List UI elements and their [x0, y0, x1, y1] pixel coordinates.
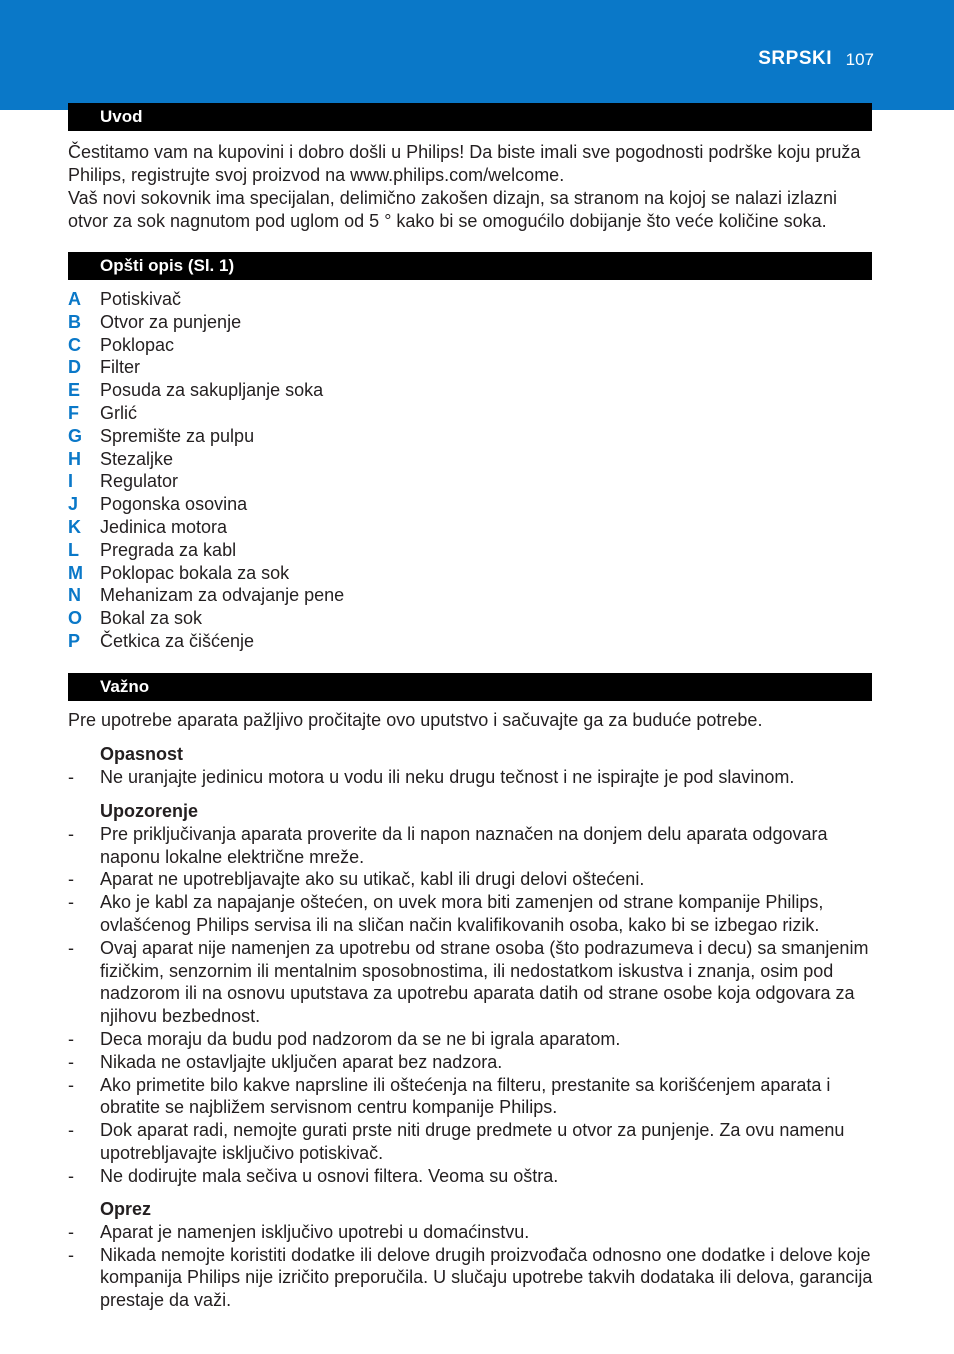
item-text: Aparat ne upotrebljavajte ako su utikač, kabl ili drugi delovi oštećeni.	[100, 869, 645, 890]
warning-block	[68, 800, 878, 1188]
list-item	[68, 1119, 878, 1165]
list-item	[68, 823, 878, 869]
list-item	[68, 891, 878, 937]
section-bar-important: Važno	[68, 673, 872, 701]
part-letter: O	[68, 608, 83, 629]
item-text: Nikada ne ostavljajte uključen aparat bez nadzora.	[100, 1051, 503, 1072]
item-text: Ako je kabl za napajanje oštećen, on uvek mora biti zamenjen od strane kompanije Philips, ovlašćenog Philips servisa ili na sličan način kvalifikovanih osoba, kako bi se izbegao rizik.	[100, 892, 824, 935]
list-item	[68, 448, 344, 471]
list-item	[68, 1221, 878, 1244]
dash: -	[68, 1051, 74, 1072]
dash: -	[68, 1221, 74, 1242]
dash: -	[68, 937, 74, 958]
list-item	[68, 868, 878, 891]
list-item	[68, 1165, 878, 1188]
language-label: SRPSKI	[758, 48, 832, 69]
list-item	[68, 584, 344, 607]
list-item	[68, 288, 344, 311]
part-letter: N	[68, 585, 81, 606]
list-item	[68, 766, 878, 789]
item-text: Ne dodirujte mala sečiva u osnovi filtera. Veoma su oštra.	[100, 1165, 559, 1186]
item-text: Pre priključivanja aparata proverite da li napon naznačen na donjem delu aparata odgovara naponu lokalne električne mreže.	[100, 823, 828, 867]
list-item	[68, 539, 344, 562]
part-label: Grlić	[100, 402, 137, 423]
dash: -	[68, 1074, 74, 1095]
item-text: Ovaj aparat nije namenjen za upotrebu od strane osoba (što podrazumeva i decu) sa smanjenim fizičkim, senzornim ili mentalnim sposobnostima, ili nedostatkom iskustva i znanja, osim pod nadzorom ili na osnovu uputstava za upotrebu aparata datih od strane osobe koja odgovara za njihovu bezbednost.	[100, 937, 869, 1027]
page-number: 107	[845, 50, 874, 69]
item-text: Dok aparat radi, nemojte gurati prste niti druge predmete u otvor za punjenje. Za ovu namenu upotrebljavajte isključivo potiskivač.	[100, 1120, 845, 1163]
caution-heading: Oprez	[100, 1199, 152, 1219]
part-label: Otvor za punjenje	[100, 311, 242, 332]
dash: -	[68, 1165, 74, 1186]
part-label: Posuda za sakupljanje soka	[100, 380, 324, 401]
part-label: Filter	[100, 357, 140, 378]
section-bar-general: Opšti opis (Sl. 1)	[68, 252, 872, 280]
part-label: Jedinica motora	[100, 516, 228, 537]
list-item	[68, 1028, 878, 1051]
list-item	[68, 379, 344, 402]
caution-block	[68, 1198, 878, 1312]
list-item	[68, 516, 344, 539]
part-label: Potiskivač	[100, 289, 182, 309]
part-letter: A	[68, 289, 81, 309]
important-intro: Pre upotrebe aparata pažljivo pročitajte ovo uputstvo i sačuvajte ga za buduće potrebe.	[68, 710, 763, 730]
item-text: Deca moraju da budu pod nadzorom da se ne bi igrala aparatom.	[100, 1028, 621, 1049]
list-item	[68, 630, 344, 653]
list-item	[68, 334, 344, 357]
part-letter: P	[68, 630, 81, 651]
part-label: Regulator	[100, 471, 179, 492]
part-letter: K	[68, 516, 81, 537]
part-label: Stezaljke	[100, 448, 174, 469]
dash: -	[68, 1028, 74, 1049]
parts-list	[68, 288, 344, 653]
list-item	[68, 356, 344, 379]
intro-text	[68, 141, 878, 233]
dash: -	[68, 823, 74, 844]
list-item	[68, 1244, 878, 1312]
list-item	[68, 493, 344, 516]
part-letter: I	[68, 471, 74, 492]
dash: -	[68, 869, 74, 890]
list-item	[68, 562, 344, 585]
danger-heading: Opasnost	[100, 744, 184, 764]
dash: -	[68, 1244, 74, 1265]
part-label: Poklopac bokala za sok	[100, 562, 290, 583]
list-item	[68, 470, 344, 493]
part-letter: B	[68, 311, 81, 332]
list-item	[68, 311, 344, 334]
part-letter: E	[68, 380, 81, 401]
part-letter: M	[68, 562, 83, 583]
part-letter: H	[68, 448, 81, 469]
part-letter: G	[68, 425, 83, 446]
danger-block	[68, 743, 878, 789]
part-letter: C	[68, 334, 81, 355]
part-label: Bokal za sok	[100, 608, 203, 629]
warning-heading: Upozorenje	[100, 801, 199, 821]
list-item	[68, 425, 344, 448]
list-item	[68, 402, 344, 425]
part-label: Spremište za pulpu	[100, 425, 255, 446]
part-label: Poklopac	[100, 334, 175, 355]
intro-paragraph: Čestitamo vam na kupovini i dobro došli u Philips! Da biste imali sve pogodnosti podrške koju pruža Philips, registrujte svoj proizvod na www.philips.com/welcome.	[68, 142, 861, 185]
section-bar-intro: Uvod	[68, 103, 872, 131]
dash: -	[68, 766, 74, 787]
intro-paragraph: Vaš novi sokovnik ima specijalan, delimično zakošen dizajn, sa stranom na kojoj se nalazi izlazni otvor za sok nagnutom pod uglom od 5 ° kako bi se omogućilo dobijanje što veće količine soka.	[68, 188, 838, 231]
list-item	[68, 1074, 878, 1120]
item-text: Ako primetite bilo kakve naprsline ili oštećenja na filteru, prestanite sa korišćenjem aparata i obratite se najbližem servisnom centru kompanije Philips.	[100, 1074, 831, 1118]
item-text: Ne uranjajte jedinicu motora u vodu ili neku drugu tečnost i ne ispirajte je pod slavinom.	[100, 766, 795, 787]
part-label: Pregrada za kabl	[100, 539, 237, 560]
part-letter: J	[68, 494, 79, 515]
part-letter: F	[68, 402, 79, 423]
item-text: Nikada nemojte koristiti dodatke ili delove drugih proizvođača odnosno one dodatke i delove koje kompanija Philips nije izričito preporučila. U slučaju upotrebe takvih dodataka ili delova, garancija prestaje da važi.	[100, 1244, 873, 1311]
list-item	[68, 1051, 878, 1074]
list-item	[68, 607, 344, 630]
part-letter: D	[68, 357, 81, 378]
item-text: Aparat je namenjen isključivo upotrebi u domaćinstvu.	[100, 1221, 530, 1242]
list-item	[68, 937, 878, 1028]
dash: -	[68, 1120, 74, 1141]
part-label: Mehanizam za odvajanje pene	[100, 585, 345, 606]
part-label: Četkica za čišćenje	[100, 630, 255, 651]
part-label: Pogonska osovina	[100, 494, 248, 515]
part-letter: L	[68, 539, 79, 560]
dash: -	[68, 892, 74, 913]
